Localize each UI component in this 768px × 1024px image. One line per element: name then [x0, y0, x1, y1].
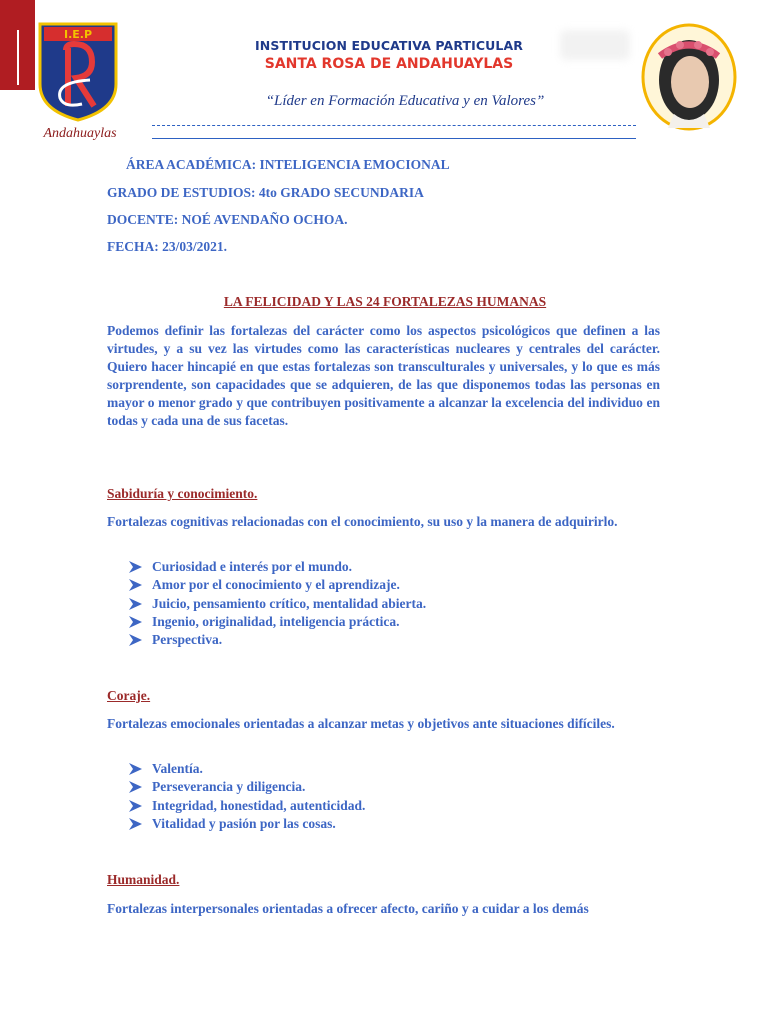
list-item: Amor por el conocimiento y el aprendizaje. [128, 576, 426, 594]
saint-portrait-image [640, 22, 738, 132]
intro-paragraph: Podemos definir las fortalezas del carácter como los aspectos psicológicos que definen a las virtudes, y a su vez las virtudes como las características nucleares y centrales del carácter. Quiero hacer hincapié en que estas fortalezas son transculturales y universales, y lo que es más sorprendente, son capacidades que se adquieren, de las que disponemos todas las personas en mayor o menor grado y que contribuyen positivamente a alcanzar la excelencia del individuo en todas y cada una de sus facetas. [107, 323, 660, 428]
arrowhead-bullet-icon [128, 560, 152, 574]
institution-motto: “Líder en Formación Educativa y en Valores” [265, 93, 545, 109]
grade-field: GRADO DE ESTUDIOS: 4to GRADO SECUNDARIA [107, 185, 424, 200]
arrowhead-bullet-icon [128, 633, 152, 647]
crest-letters: I.E.P [63, 28, 93, 41]
institution-name-line1: INSTITUCION EDUCATIVA PARTICULAR [255, 38, 523, 53]
bullet-list-wisdom [128, 558, 426, 649]
arrowhead-bullet-icon [128, 578, 152, 592]
list-item: Valentía. [128, 760, 365, 778]
document-title: LA FELICIDAD Y LAS 24 FORTALEZAS HUMANAS [223, 294, 547, 309]
date-field: FECHA: 23/03/2021. [107, 239, 227, 254]
header-red-bar [0, 0, 35, 90]
section-description-humanity: Fortalezas interpersonales orientadas a ofrecer afecto, cariño y a cuidar a los demás [107, 901, 589, 916]
arrowhead-bullet-icon [128, 799, 152, 813]
arrowhead-bullet-icon [128, 780, 152, 794]
section-heading-wisdom: Sabiduría y conocimiento. [107, 486, 258, 501]
list-item: Perspectiva. [128, 631, 426, 649]
institution-name-line2: SANTA ROSA DE ANDAHUAYLAS [264, 56, 514, 72]
area-field: ÁREA ACADÉMICA: INTELIGENCIA EMOCIONAL [126, 157, 450, 172]
school-crest-logo [38, 22, 118, 122]
section-description-wisdom: Fortalezas cognitivas relacionadas con el conocimiento, su uso y la manera de adquirirlo. [107, 514, 618, 529]
blurred-area [560, 30, 630, 60]
section-heading-courage: Coraje. [107, 688, 151, 703]
list-item: Juicio, pensamiento crítico, mentalidad abierta. [128, 595, 426, 613]
header-solid-rule [152, 138, 636, 139]
crest-town-label: Andahuaylas [43, 126, 117, 141]
section-heading-humanity: Humanidad. [107, 872, 180, 887]
list-item: Curiosidad e interés por el mundo. [128, 558, 426, 576]
list-item: Ingenio, originalidad, inteligencia práctica. [128, 613, 426, 631]
arrowhead-bullet-icon [128, 597, 152, 611]
section-description-courage: Fortalezas emocionales orientadas a alcanzar metas y objetivos ante situaciones difíciles. [107, 716, 615, 731]
list-item: Integridad, honestidad, autenticidad. [128, 797, 365, 815]
list-item: Vitalidad y pasión por las cosas. [128, 815, 365, 833]
list-item: Perseverancia y diligencia. [128, 778, 365, 796]
header-dashed-rule [152, 125, 636, 126]
teacher-field: DOCENTE: NOÉ AVENDAÑO OCHOA. [107, 212, 348, 227]
arrowhead-bullet-icon [128, 762, 152, 776]
arrowhead-bullet-icon [128, 615, 152, 629]
arrowhead-bullet-icon [128, 817, 152, 831]
bullet-list-courage [128, 760, 365, 833]
